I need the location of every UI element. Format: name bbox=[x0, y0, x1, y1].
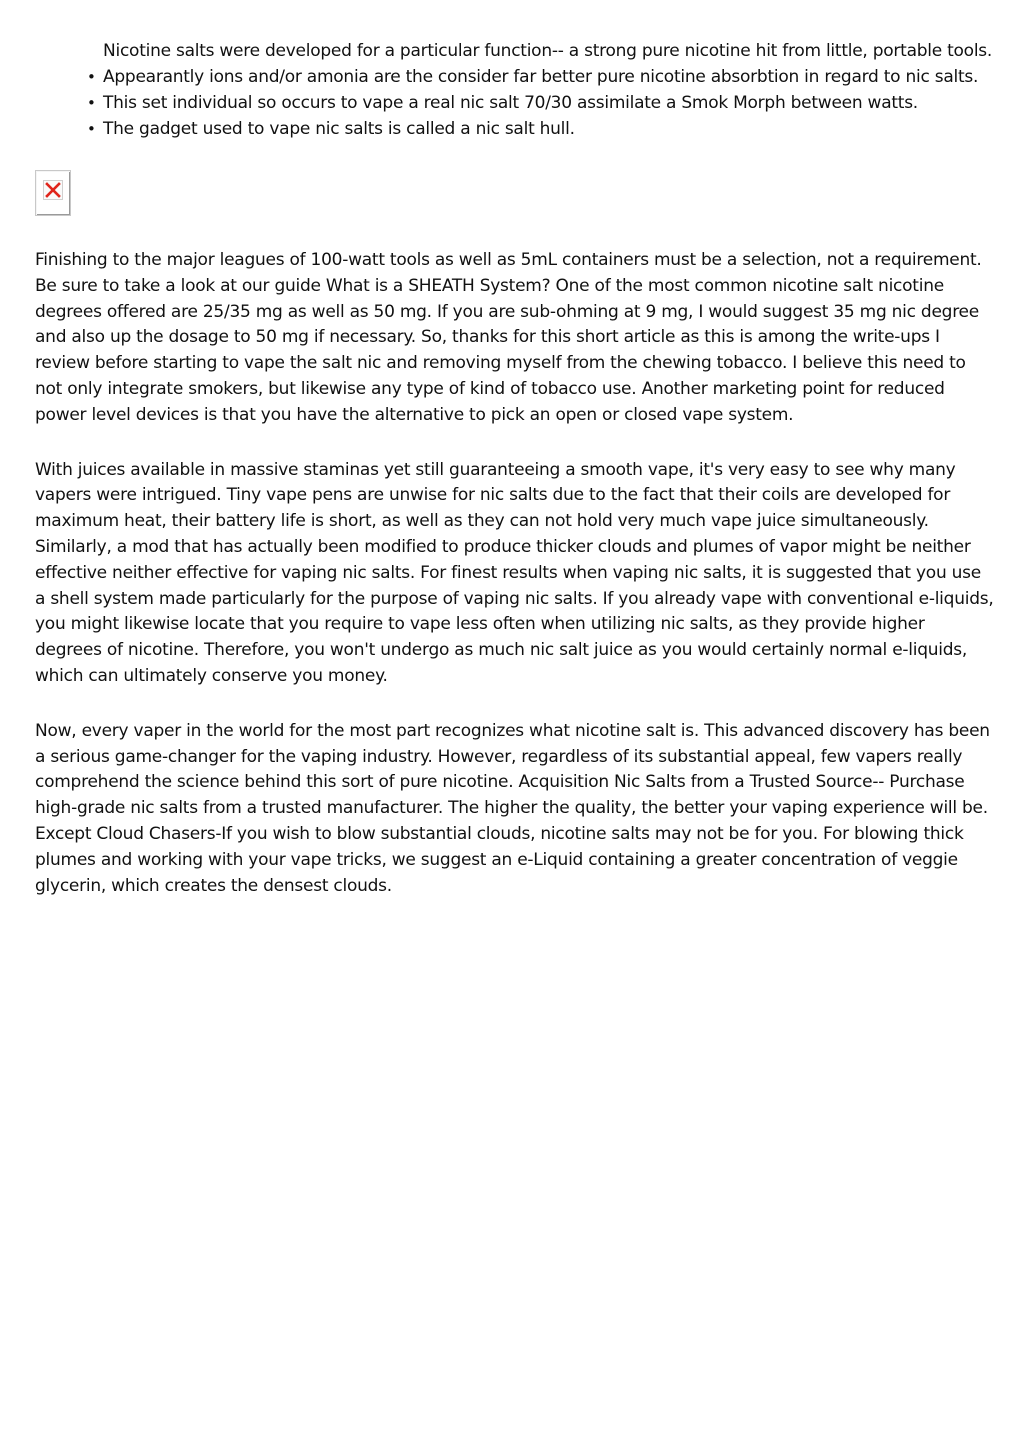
body-paragraph: Now, every vaper in the world for the most part recognizes what nicotine salt is. This advanced discovery has been a serious game-changer for the vaping industry. However, regardless of its substantial appeal, few vapers really comprehend the science behind this sort of pure nicotine. Acquisition Nic Salts from a Trusted Source-- Purchase high-grade nic salts from a trusted manufacturer. The higher the quality, the better your vaping experience will be. Except Cloud Chasers-If you wish to blow substantial clouds, nicotine salts may not be for you. For blowing thick plumes and working with your vape tricks, we suggest an e-Liquid containing a greater concentration of veggie glycerin, which creates the densest clouds. bbox=[35, 720, 990, 896]
list-item: • Appearantly ions and/or amonia are the consider far better pure nicotine absorbtion in regard to nic salts. bbox=[103, 64, 995, 90]
document-page bbox=[35, 38, 995, 899]
broken-image-icon bbox=[43, 180, 63, 200]
list-item: • The gadget used to vape nic salts is called a nic salt hull. bbox=[103, 116, 995, 142]
list-item: Nicotine salts were developed for a particular function-- a strong pure nicotine hit from little, portable tools. bbox=[103, 41, 993, 61]
list-item: • This set individual so occurs to vape a real nic salt 70/30 assimilate a Smok Morph between watts. bbox=[103, 90, 995, 116]
broken-image bbox=[35, 170, 71, 216]
bullet-list bbox=[35, 38, 995, 142]
body-paragraph: With juices available in massive staminas yet still guaranteeing a smooth vape, it's very easy to see why many vapers were intrigued. Tiny vape pens are unwise for nic salts due to the fact that their coils are developed for maximum heat, their battery life is short, as well as they can not hold very much vape juice simultaneously. Similarly, a mod that has actually been modified to produce thicker clouds and plumes of vapor might be neither effective neither effective for vaping nic salts. For finest results when vaping nic salts, it is suggested that you use a shell system made particularly for the purpose of vaping nic salts. If you already vape with conventional e-liquids, you might likewise locate that you require to vape less often when utilizing nic salts, as they provide higher degrees of nicotine. Therefore, you won't undergo as much nic salt juice as you would certainly normal e-liquids, which can ultimately conserve you money. bbox=[35, 459, 994, 686]
body-paragraph: Finishing to the major leagues of 100-watt tools as well as 5mL containers must be a selection, not a requirement. Be sure to take a look at our guide What is a SHEATH System? One of the most common nicotine salt nicotine degrees offered are 25/35 mg as well as 50 mg. If you are sub-ohming at 9 mg, I would suggest 35 mg nic degree and also up the dosage to 50 mg if necessary. So, thanks for this short article as this is among the write-ups I review before starting to vape the salt nic and removing myself from the chewing tobacco. I believe this need to not only integrate smokers, but likewise any type of kind of tobacco use. Another marketing point for reduced power level devices is that you have the alternative to pick an open or closed vape system. bbox=[35, 250, 982, 425]
